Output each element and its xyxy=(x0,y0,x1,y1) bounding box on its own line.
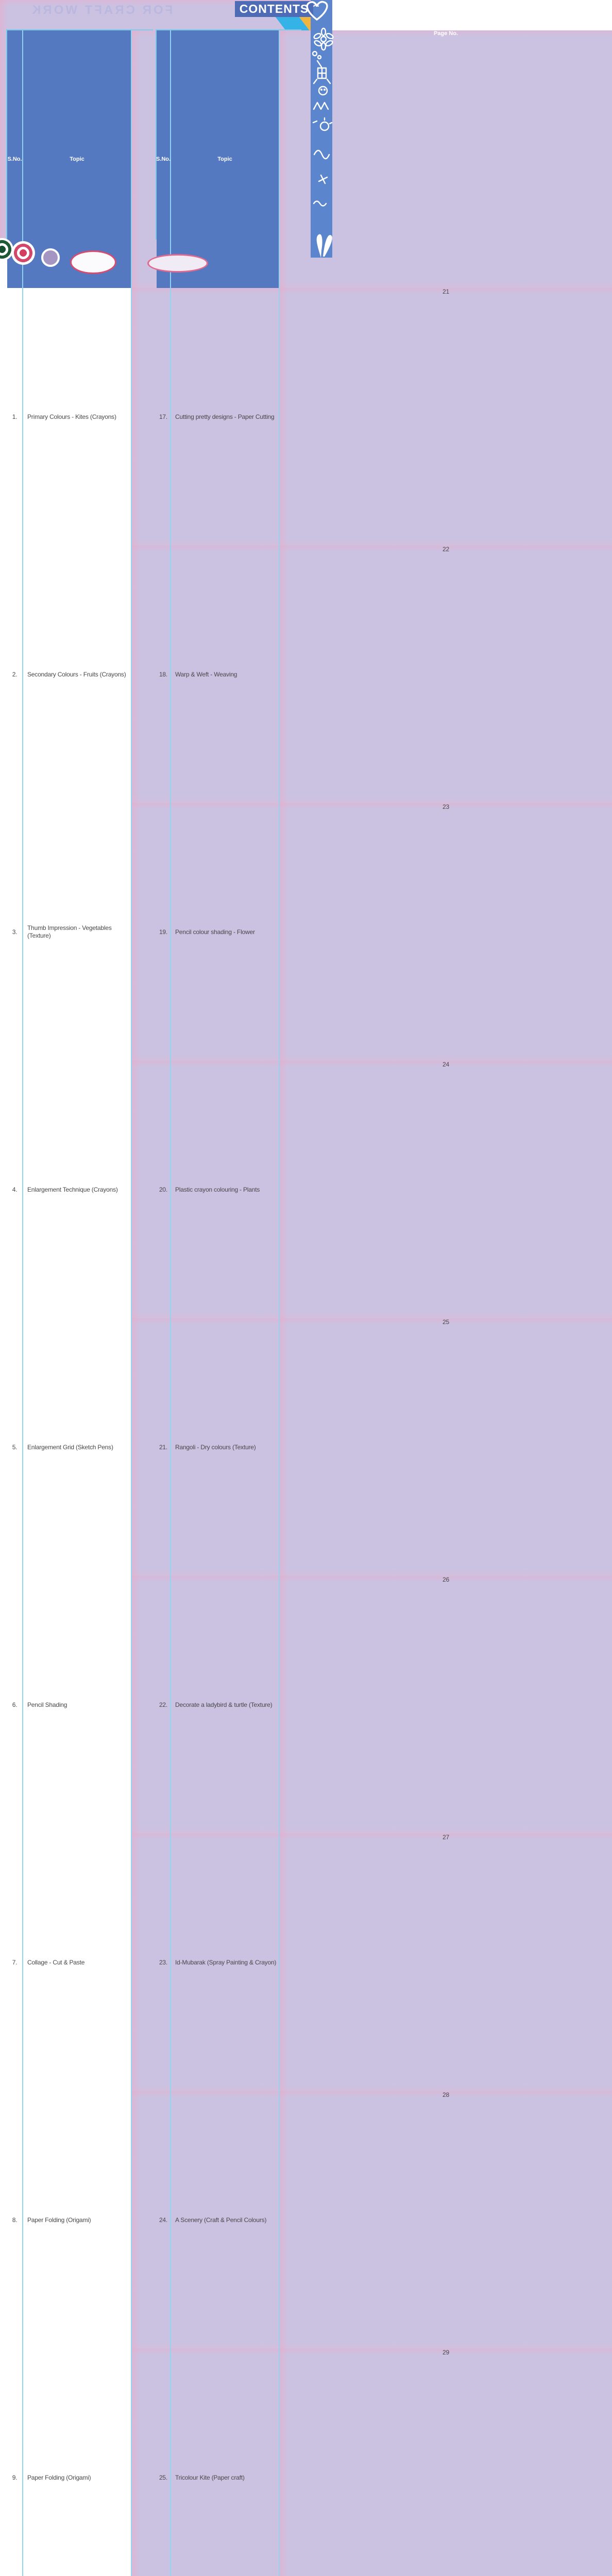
table-row xyxy=(157,803,449,1061)
table-body xyxy=(157,288,449,2576)
cell-topic: Paper Folding (Origami) xyxy=(23,2349,132,2576)
cell-topic: Paper Folding (Origami) xyxy=(23,2091,132,2349)
cell-topic: Enlargement Grid (Sketch Pens) xyxy=(23,1318,132,1576)
cell-page: 28 xyxy=(280,2091,612,2349)
header-sno: S.No. xyxy=(7,30,23,288)
cell-topic: Rangoli - Dry colours (Texture) xyxy=(171,1318,280,1576)
cell-topic: Id-Mubarak (Spray Painting & Crayon) xyxy=(171,1834,280,2091)
decorative-ellipse-pink xyxy=(70,250,116,274)
cell-topic: Plastic crayon colouring - Plants xyxy=(171,1061,280,1318)
cell-page: 24 xyxy=(280,1061,612,1318)
table-row xyxy=(7,1318,152,1576)
decorative-circle-purple xyxy=(41,248,60,267)
page-title: CONTENTS xyxy=(235,1,313,17)
dash-icon xyxy=(313,121,317,123)
table-row xyxy=(7,803,152,1061)
table-row xyxy=(157,288,449,546)
decorative-circle-red xyxy=(11,241,35,265)
cell-page: 25 xyxy=(280,1318,612,1576)
cell-page: 29 xyxy=(280,2349,612,2576)
wave-icon xyxy=(314,201,326,206)
cell-topic: Tricolour Kite (Paper craft) xyxy=(171,2349,280,2576)
cell-topic: Thumb Impression - Vegetables (Texture) xyxy=(23,803,132,1061)
toc-table-right xyxy=(156,29,458,2481)
cell-sno: 8. xyxy=(7,2091,23,2349)
header-sno: S.No. xyxy=(157,30,171,288)
cell-sno: 24. xyxy=(157,2091,171,2349)
cell-topic: Primary Colours - Kites (Crayons) xyxy=(23,288,132,546)
cell-sno: 3. xyxy=(7,803,23,1061)
cell-topic: Pencil Shading xyxy=(23,1576,132,1834)
table-row xyxy=(7,1576,152,1834)
cell-topic: Cutting pretty designs - Paper Cutting xyxy=(171,288,280,546)
cell-sno: 21. xyxy=(157,1318,171,1576)
cell-page: 23 xyxy=(280,803,612,1061)
cell-sno: 2. xyxy=(7,546,23,803)
cell-topic: Decorate a ladybird & turtle (Texture) xyxy=(171,1576,280,1834)
cell-sno: 1. xyxy=(7,288,23,546)
bubbles-icon xyxy=(313,52,321,59)
robot-icon xyxy=(314,61,330,95)
cell-sno: 17. xyxy=(157,288,171,546)
cell-page: 21 xyxy=(280,288,612,546)
cell-page: 22 xyxy=(280,546,612,803)
header-page: Page No. xyxy=(280,30,612,288)
cell-topic: A Scenery (Craft & Pencil Colours) xyxy=(171,2091,280,2349)
table-row xyxy=(7,546,152,803)
cell-sno: 18. xyxy=(157,546,171,803)
toc-table-left xyxy=(6,29,153,2481)
cell-sno: 25. xyxy=(157,2349,171,2576)
zigzag-icon xyxy=(314,103,328,109)
star-icon xyxy=(319,175,327,183)
cell-sno: 9. xyxy=(7,2349,23,2576)
doodle-strip xyxy=(311,0,332,258)
cell-sno: 7. xyxy=(7,1834,23,2091)
cell-sno: 4. xyxy=(7,1061,23,1318)
table-row xyxy=(7,2349,152,2576)
tulip-icon xyxy=(317,234,332,258)
header-topic: Topic xyxy=(171,30,280,288)
table-row xyxy=(157,1061,449,1318)
cell-topic: Enlargement Technique (Crayons) xyxy=(23,1061,132,1318)
decorative-ellipse-pink xyxy=(147,254,208,273)
cell-sno: 6. xyxy=(7,1576,23,1834)
cell-topic: Warp & Weft - Weaving xyxy=(171,546,280,803)
cell-sno: 23. xyxy=(157,1834,171,2091)
show-through-watermark: FOR CRAFT WORK xyxy=(30,3,173,17)
table-row xyxy=(7,288,152,546)
cell-sno: 20. xyxy=(157,1061,171,1318)
cell-page: 26 xyxy=(280,1576,612,1834)
flower-icon xyxy=(313,28,334,50)
table-row xyxy=(7,2091,152,2349)
table-header xyxy=(156,30,458,288)
table-row xyxy=(157,2091,449,2349)
heart-scribble-icon xyxy=(301,0,332,24)
table-row xyxy=(157,546,449,803)
table-row xyxy=(157,1318,449,1576)
cell-topic: Collage - Cut & Paste xyxy=(23,1834,132,2091)
table-body xyxy=(7,288,152,2576)
loop-squiggle-icon xyxy=(314,150,329,159)
table-row xyxy=(7,1061,152,1318)
table-row xyxy=(7,1834,152,2091)
header-topic: Topic xyxy=(23,30,132,288)
cell-sno: 19. xyxy=(157,803,171,1061)
table-row xyxy=(157,2349,449,2576)
table-row xyxy=(157,1576,449,1834)
cell-sno: 22. xyxy=(157,1576,171,1834)
table-row xyxy=(157,1834,449,2091)
cell-sno: 5. xyxy=(7,1318,23,1576)
sun-icon xyxy=(320,118,332,130)
cell-topic: Secondary Colours - Fruits (Crayons) xyxy=(23,546,132,803)
cell-page: 27 xyxy=(280,1834,612,2091)
cell-topic: Pencil colour shading - Flower xyxy=(171,803,280,1061)
